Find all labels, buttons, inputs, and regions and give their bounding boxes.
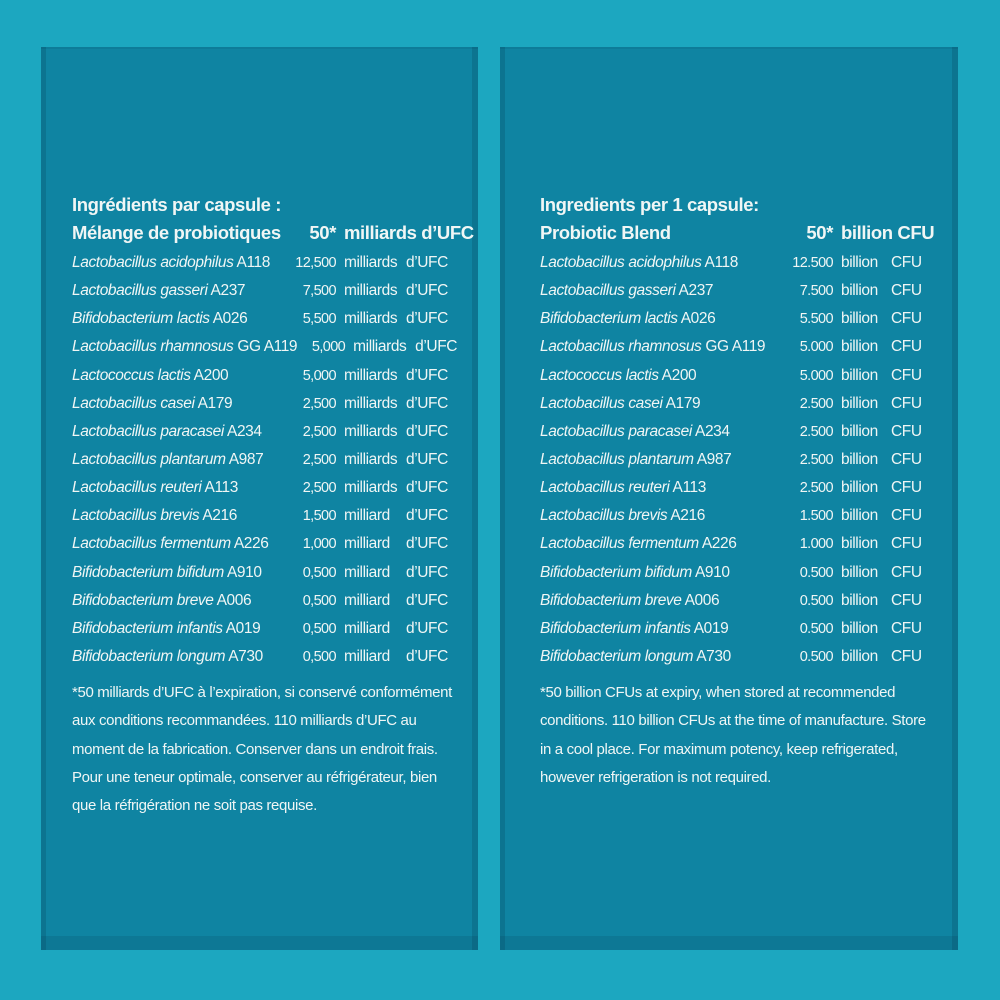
unit-rest: CFU [891, 422, 922, 440]
ingredient-unit [841, 310, 935, 328]
ingredient-name [540, 338, 785, 356]
ingredient-rows [540, 249, 935, 671]
strain-code: A730 [696, 648, 731, 666]
unit-word: milliards [344, 422, 398, 440]
ingredient-row [540, 587, 935, 615]
ingredient-name [540, 564, 785, 582]
ingredient-unit [344, 479, 446, 497]
ingredient-unit [841, 479, 935, 497]
blend-unit: milliards d’UFC [344, 222, 474, 243]
ingredient-unit [344, 648, 446, 666]
species-name: Bifidobacterium lactis [72, 310, 210, 328]
ingredient-unit [344, 395, 446, 413]
unit-word: milliard [344, 619, 390, 637]
unit-word: billion [841, 535, 878, 553]
ingredient-name [72, 620, 288, 638]
footnote-line: *50 milliards d’UFC à l’expiration, si conservé conformément [72, 684, 452, 702]
unit-word: milliards [344, 282, 398, 300]
unit-word: milliard [344, 535, 390, 553]
ingredient-value: 0.500 [799, 620, 833, 637]
ingredient-row [540, 559, 935, 587]
ingredient-value: 0,500 [302, 564, 336, 581]
ingredient-row [72, 249, 446, 277]
ingredient-name [540, 451, 785, 469]
species-name: Lactobacillus gasseri [72, 282, 208, 300]
species-name: Lactococcus lactis [540, 366, 659, 384]
unit-word: billion [841, 338, 878, 356]
ingredient-unit [344, 592, 446, 610]
ingredient-row [540, 277, 935, 305]
ingredient-unit [841, 338, 935, 356]
ingredient-name [540, 282, 785, 300]
ingredient-name [540, 310, 785, 328]
unit-word: milliards [344, 366, 398, 384]
strain-code: A200 [661, 366, 697, 384]
unit-word: milliards [344, 254, 398, 272]
panel-heading: Ingrédients par capsule : [72, 194, 281, 215]
species-name: Bifidobacterium lactis [540, 310, 678, 328]
ingredient-value: 0.500 [799, 649, 833, 666]
unit-word: billion [841, 591, 878, 609]
ingredient-row [540, 615, 935, 643]
species-name: Lactobacillus paracasei [72, 422, 224, 440]
species-name: Lactobacillus reuteri [540, 479, 670, 497]
ingredient-row [540, 390, 935, 418]
ingredient-name [540, 535, 785, 553]
unit-word: milliards [344, 394, 398, 412]
unit-word: billion [841, 479, 878, 497]
ingredient-row [72, 333, 458, 361]
species-name: Bifidobacterium bifidum [540, 563, 692, 581]
ingredient-value: 5,000 [311, 339, 346, 356]
ingredient-value: 1.000 [799, 536, 833, 553]
ingredient-name [72, 338, 297, 356]
ingredient-unit [344, 564, 446, 582]
unit-rest: CFU [891, 591, 922, 609]
unit-rest: CFU [891, 619, 922, 637]
species-name: Lactobacillus rhamnosus [72, 338, 234, 356]
unit-rest: CFU [891, 338, 922, 356]
ingredients-table-en [540, 193, 935, 792]
label-panel-english [500, 47, 958, 950]
ingredient-name [72, 479, 288, 497]
species-name: Bifidobacterium infantis [72, 619, 223, 637]
ingredient-row [540, 418, 935, 446]
ingredient-unit [841, 507, 935, 525]
ingredient-row [72, 305, 446, 333]
unit-word: milliard [344, 648, 390, 666]
ingredient-unit [841, 648, 935, 666]
unit-rest: CFU [891, 310, 922, 328]
unit-rest: d’UFC [406, 282, 448, 300]
ingredient-row [72, 643, 446, 671]
ingredient-value: 12,500 [295, 255, 336, 272]
strain-code: GG A119 [705, 338, 766, 356]
strain-code: A987 [696, 451, 732, 469]
species-name: Lactobacillus acidophilus [540, 254, 702, 272]
blend-label: Probiotic Blend [540, 222, 671, 243]
strain-code: A006 [684, 591, 720, 609]
ingredient-name [72, 507, 288, 525]
unit-word: billion [841, 619, 878, 637]
blend-unit: billion CFU [841, 222, 935, 243]
strain-code: A118 [704, 254, 738, 272]
ingredient-value: 1,500 [302, 508, 336, 525]
footnote-line: que la réfrigération ne soit pas requise. [72, 796, 317, 814]
ingredient-name [72, 535, 288, 553]
ingredient-value: 12.500 [792, 255, 833, 272]
species-name: Bifidobacterium longum [540, 648, 694, 666]
footnote-line: Pour une teneur optimale, conserver au réfrigérateur, bien [72, 768, 437, 786]
ingredient-unit [841, 620, 935, 638]
unit-word: billion [841, 254, 878, 272]
strain-code: A234 [695, 422, 730, 440]
footnote-line: aux conditions recommandées. 110 milliards d’UFC au [72, 712, 417, 730]
ingredient-unit [841, 592, 935, 610]
ingredient-name [72, 395, 288, 413]
ingredient-name [540, 395, 785, 413]
strain-code: A113 [672, 479, 706, 497]
ingredient-unit [841, 423, 935, 441]
ingredient-name [540, 648, 785, 666]
ingredient-unit [841, 367, 935, 385]
unit-rest: CFU [891, 507, 922, 525]
strain-code: A118 [236, 254, 270, 272]
unit-word: milliards [344, 451, 398, 469]
ingredient-value: 2.500 [799, 423, 833, 440]
species-name: Lactobacillus plantarum [72, 451, 226, 469]
unit-rest: d’UFC [415, 338, 458, 356]
unit-rest: CFU [891, 479, 922, 497]
unit-rest: d’UFC [406, 394, 448, 412]
unit-rest: CFU [891, 366, 922, 384]
ingredient-name [540, 423, 785, 441]
ingredient-value: 0.500 [799, 564, 833, 581]
ingredient-row [540, 249, 935, 277]
ingredient-value: 5,000 [302, 367, 336, 384]
ingredient-row [540, 362, 935, 390]
unit-rest: CFU [891, 394, 922, 412]
ingredient-name [540, 592, 785, 610]
ingredient-name [540, 507, 785, 525]
blend-total-value: 50* [806, 222, 833, 243]
blend-header-row [72, 221, 474, 245]
unit-word: billion [841, 394, 878, 412]
unit-rest: d’UFC [406, 535, 448, 553]
species-name: Lactobacillus rhamnosus [540, 338, 702, 356]
footnote-line: moment de la fabrication. Conserver dans un endroit frais. [72, 740, 438, 758]
strain-code: A113 [204, 479, 238, 497]
footnote-en [540, 679, 935, 792]
unit-word: milliards [353, 338, 407, 356]
ingredient-name [72, 254, 288, 272]
species-name: Bifidobacterium longum [72, 648, 226, 666]
ingredient-row [72, 502, 446, 530]
ingredient-unit [841, 535, 935, 553]
footnote-fr [72, 679, 452, 820]
ingredient-row [72, 362, 446, 390]
ingredient-row [72, 559, 446, 587]
ingredient-row [540, 305, 935, 333]
ingredient-row [540, 643, 935, 671]
ingredient-value: 5.000 [799, 339, 833, 356]
ingredient-unit [344, 310, 446, 328]
strain-code: A237 [210, 282, 246, 300]
strain-code: A026 [212, 310, 248, 328]
ingredient-unit [344, 367, 446, 385]
strain-code: A234 [227, 422, 262, 440]
unit-word: billion [841, 451, 878, 469]
ingredient-name [72, 310, 288, 328]
ingredient-value: 5,500 [302, 311, 336, 328]
ingredient-name [72, 648, 288, 666]
strain-code: A179 [665, 394, 701, 412]
ingredient-value: 1,000 [302, 536, 336, 553]
unit-rest: CFU [891, 563, 922, 581]
ingredient-value: 2,500 [302, 452, 336, 469]
ingredient-value: 7,500 [302, 283, 336, 300]
ingredient-value: 0,500 [302, 592, 336, 609]
blend-label: Mélange de probiotiques [72, 222, 281, 243]
blend-total-value: 50* [309, 222, 336, 243]
ingredient-unit [841, 254, 935, 272]
ingredient-value: 2,500 [302, 395, 336, 412]
species-name: Lactobacillus paracasei [540, 422, 692, 440]
ingredient-value: 2,500 [302, 480, 336, 497]
strain-code: A019 [225, 619, 261, 637]
unit-rest: CFU [891, 648, 922, 666]
ingredient-unit [344, 254, 446, 272]
unit-word: billion [841, 507, 878, 525]
species-name: Lactobacillus casei [540, 394, 663, 412]
strain-code: A179 [197, 394, 233, 412]
unit-rest: d’UFC [406, 591, 448, 609]
ingredient-name [72, 282, 288, 300]
unit-word: milliard [344, 507, 390, 525]
unit-rest: d’UFC [406, 563, 448, 581]
ingredient-name [540, 479, 785, 497]
ingredient-name [540, 367, 785, 385]
ingredient-name [72, 367, 288, 385]
strain-code: A730 [228, 648, 263, 666]
species-name: Lactobacillus brevis [540, 507, 668, 525]
ingredients-table-fr [72, 193, 474, 820]
strain-code: A910 [694, 563, 730, 581]
ingredient-value: 7.500 [799, 283, 833, 300]
ingredient-unit [344, 620, 446, 638]
ingredient-row [72, 474, 446, 502]
ingredient-value: 2.500 [799, 395, 833, 412]
ingredient-unit [344, 282, 446, 300]
blend-header-row [540, 221, 935, 245]
species-name: Lactococcus lactis [72, 366, 191, 384]
ingredient-row [72, 446, 446, 474]
ingredient-row [540, 446, 935, 474]
unit-word: billion [841, 563, 878, 581]
label-panel-french [41, 47, 478, 950]
unit-word: billion [841, 310, 878, 328]
species-name: Lactobacillus reuteri [72, 479, 202, 497]
ingredient-unit [841, 451, 935, 469]
species-name: Lactobacillus casei [72, 394, 195, 412]
species-name: Bifidobacterium bifidum [72, 563, 224, 581]
species-name: Lactobacillus acidophilus [72, 254, 234, 272]
unit-rest: d’UFC [406, 310, 448, 328]
species-name: Lactobacillus fermentum [72, 535, 231, 553]
footnote-line: conditions. 110 billion CFUs at the time of manufacture. Store [540, 712, 926, 730]
ingredient-name [72, 592, 288, 610]
footnote-line: however refrigeration is not required. [540, 768, 771, 786]
unit-rest: d’UFC [406, 254, 448, 272]
ingredient-row [72, 390, 446, 418]
unit-rest: d’UFC [406, 479, 448, 497]
strain-code: A026 [680, 310, 716, 328]
ingredient-value: 2,500 [302, 423, 336, 440]
ingredient-row [540, 474, 935, 502]
species-name: Lactobacillus plantarum [540, 451, 694, 469]
ingredient-name [72, 564, 288, 582]
ingredient-unit [344, 507, 446, 525]
ingredient-unit [841, 282, 935, 300]
unit-rest: CFU [891, 535, 922, 553]
ingredient-value: 0,500 [302, 649, 336, 666]
strain-code: A216 [202, 507, 237, 525]
unit-word: milliard [344, 563, 390, 581]
ingredient-row [540, 502, 935, 530]
strain-code: A226 [233, 535, 269, 553]
strain-code: A910 [226, 563, 262, 581]
unit-rest: d’UFC [406, 366, 448, 384]
unit-word: billion [841, 366, 878, 384]
ingredient-row [540, 530, 935, 558]
strain-code: A226 [701, 535, 737, 553]
unit-rest: CFU [891, 282, 922, 300]
ingredient-row [72, 530, 446, 558]
ingredient-value: 2.500 [799, 452, 833, 469]
unit-word: milliards [344, 479, 398, 497]
ingredient-name [540, 620, 785, 638]
ingredient-unit [353, 338, 458, 356]
ingredient-unit [344, 451, 446, 469]
species-name: Bifidobacterium infantis [540, 619, 691, 637]
unit-rest: d’UFC [406, 619, 448, 637]
ingredient-rows [72, 249, 458, 671]
ingredient-row [540, 333, 935, 361]
footnote-line: *50 billion CFUs at expiry, when stored at recommended [540, 684, 896, 702]
species-name: Lactobacillus brevis [72, 507, 200, 525]
species-name: Lactobacillus gasseri [540, 282, 676, 300]
ingredient-value: 2.500 [799, 480, 833, 497]
unit-word: billion [841, 648, 878, 666]
strain-code: A200 [193, 366, 229, 384]
ingredient-unit [344, 535, 446, 553]
ingredient-row [72, 587, 446, 615]
strain-code: A237 [678, 282, 714, 300]
strain-code: A987 [228, 451, 264, 469]
unit-rest: d’UFC [406, 422, 448, 440]
ingredient-value: 0,500 [302, 620, 336, 637]
species-name: Bifidobacterium breve [72, 591, 214, 609]
unit-word: billion [841, 422, 878, 440]
ingredient-value: 5.000 [799, 367, 833, 384]
ingredient-unit [841, 395, 935, 413]
ingredient-unit [344, 423, 446, 441]
strain-code: GG A119 [237, 338, 298, 356]
strain-code: A019 [693, 619, 729, 637]
unit-rest: d’UFC [406, 648, 448, 666]
ingredient-value: 1.500 [799, 508, 833, 525]
species-name: Lactobacillus fermentum [540, 535, 699, 553]
ingredient-name [72, 423, 288, 441]
panel-heading: Ingredients per 1 capsule: [540, 194, 759, 215]
ingredient-unit [841, 564, 935, 582]
ingredient-row [72, 418, 446, 446]
ingredient-name [72, 451, 288, 469]
unit-rest: CFU [891, 451, 922, 469]
ingredient-value: 5.500 [799, 311, 833, 328]
unit-rest: CFU [891, 254, 922, 272]
unit-word: milliard [344, 591, 390, 609]
strain-code: A006 [216, 591, 252, 609]
unit-rest: d’UFC [406, 507, 448, 525]
ingredient-row [72, 615, 446, 643]
unit-word: billion [841, 282, 878, 300]
ingredient-value: 0.500 [799, 592, 833, 609]
footnote-line: in a cool place. For maximum potency, keep refrigerated, [540, 740, 898, 758]
ingredient-name [540, 254, 785, 272]
unit-word: milliards [344, 310, 398, 328]
ingredient-row [72, 277, 446, 305]
unit-rest: d’UFC [406, 451, 448, 469]
species-name: Bifidobacterium breve [540, 591, 682, 609]
strain-code: A216 [670, 507, 705, 525]
